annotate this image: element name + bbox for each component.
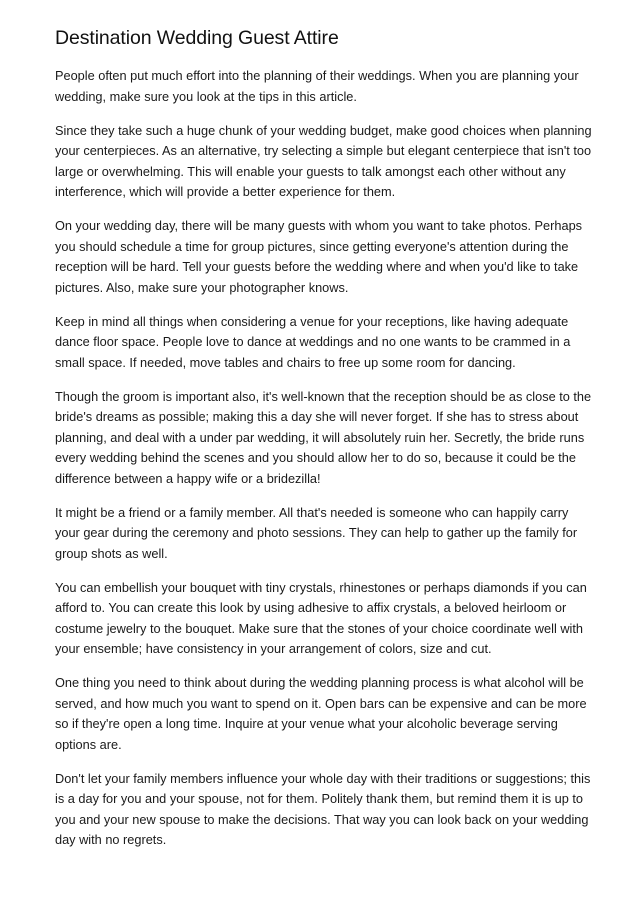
paragraph-3: On your wedding day, there will be many guests with whom you want to take photos. Perhaps you should schedule a time for group pictures, since getting everyone's attention during the reception will be hard. Tell your guests before the wedding where and when you'd like to take pictures. Also, make sure your photographer knows. <box>55 218 583 295</box>
paragraph-7: You can embellish your bouquet with tiny crystals, rhinestones or perhaps diamonds if you can afford to. You can create this look by using adhesive to affix crystals, a beloved heirloom or costume jewelry to the bouquet. Make sure that the stones of your choice coordinate well with your ensemble; have consistency in your arrangement of colors, size and cut. <box>55 579 587 656</box>
paragraph-9: Don't let your family members influence your whole day with their traditions or suggestions; this is a day for you and your spouse, not for them. Politely thank them, but remind them it is up to you and your new spouse to make the decisions. That way you can look back on your wedding day with no regrets. <box>55 770 591 847</box>
paragraph-4: Keep in mind all things when considering a venue for your receptions, like having adequate dance floor space. People love to dance at weddings and no one wants to be crammed in a small space. If needed, move tables and chairs to free up some room for dancing. <box>55 313 571 370</box>
paragraph-6: It might be a friend or a family member. All that's needed is someone who can happily carry your gear during the ceremony and photo sessions. They can help to gather up the family for group shots as well. <box>55 504 578 561</box>
paragraph-1: People often put much effort into the planning of their weddings. When you are planning your wedding, make sure you look at the tips in this article. <box>55 68 579 104</box>
paragraph-8: One thing you need to think about during the wedding planning process is what alcohol will be served, and how much you want to spend on it. Open bars can be expensive and can be more so if they're open a long time. Inquire at your venue what your alcoholic beverage serving options are. <box>55 675 587 752</box>
document-page <box>55 24 593 864</box>
document-title: Destination Wedding Guest Attire <box>55 27 339 49</box>
paragraph-5: Though the groom is important also, it's well-known that the reception should be as close to the bride's dreams as possible; making this a day she will never forget. If she has to stress about planning, and deal with a under par wedding, it will absolutely ruin her. Secretly, the bride runs every wedding behind the scenes and you should allow her to do so, because it could be the difference between a happy wife or a bridezilla! <box>55 388 592 486</box>
paragraph-2: Since they take such a huge chunk of your wedding budget, make good choices when planning your centerpieces. As an alternative, try selecting a simple but elegant centerpiece that isn't too large or overwhelming. This will enable your guests to talk amongst each other without any interference, which will provide a better experience for them. <box>55 122 592 199</box>
